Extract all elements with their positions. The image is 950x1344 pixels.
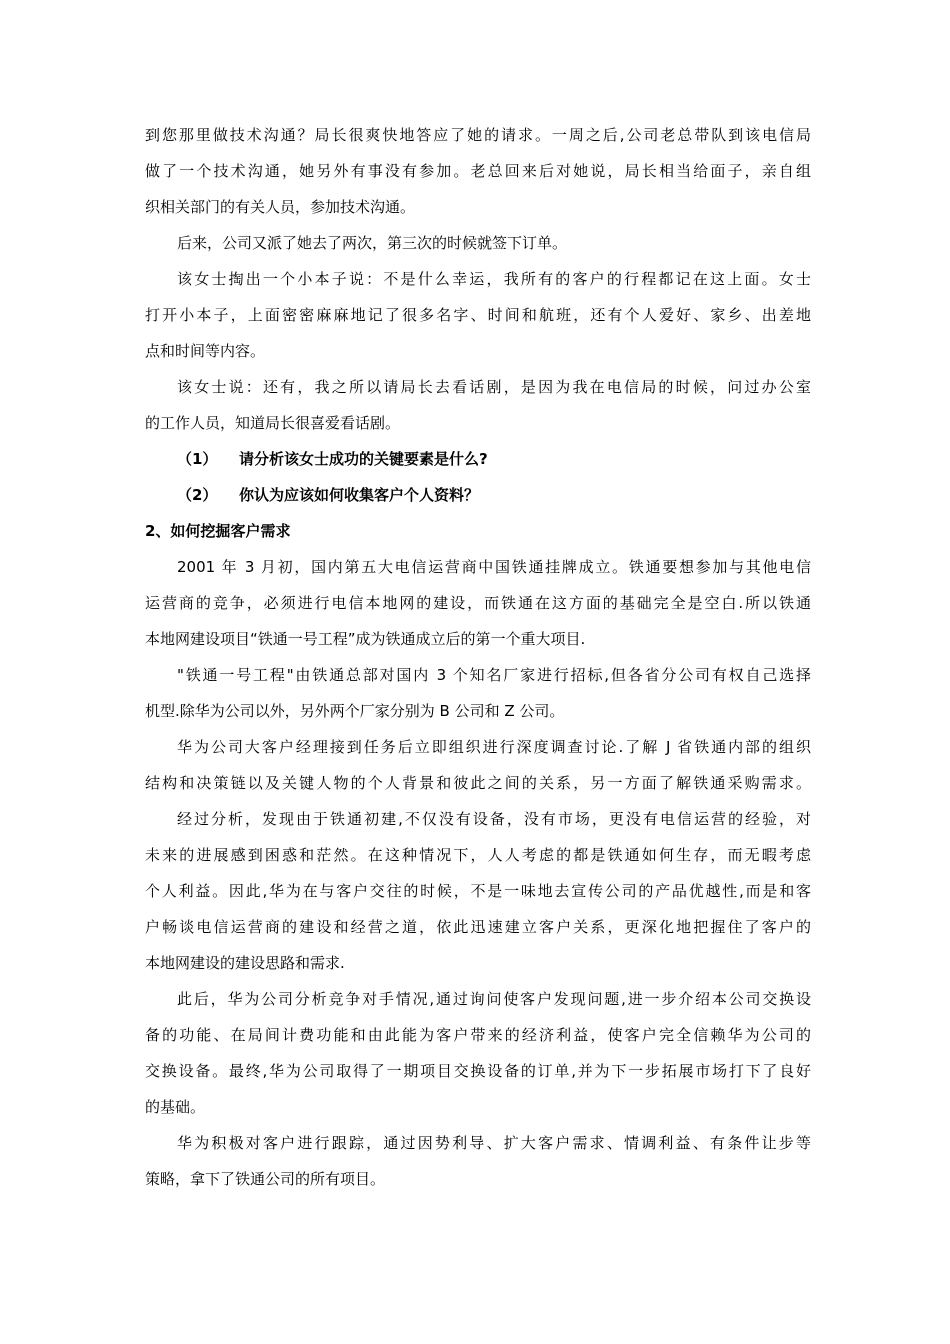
text-line: 后来，公司又派了她去了两次，第三次的时候就签下订单。 <box>177 234 568 252</box>
text-line: 备的功能、在局间计费功能和由此能为客户带来的经济利益，使客户完全信赖华为公司的 <box>145 1026 811 1044</box>
text-line: 的工作人员，知道局长很喜爱看话剧。 <box>145 414 401 432</box>
question-text: 请分析该女士成功的关键要素是什么? <box>239 450 488 468</box>
text-line: 未来的进展感到困惑和茫然。在这种情况下，人人考虑的都是铁通如何生存，而无暇考虑 <box>145 846 811 864</box>
text-line: "铁通一号工程"由铁通总部对国内 3 个知名厂家进行招标,但各省分公司有权自己选择 <box>177 666 811 684</box>
text-line: 交换设备。最终,华为公司取得了一期项目交换设备的订单,并为下一步拓展市场打下了良好 <box>145 1062 811 1080</box>
text-line: 策略，拿下了铁通公司的所有项目。 <box>145 1170 386 1188</box>
text-line: 本地网建设的建设思路和需求. <box>145 954 345 972</box>
text-line: 做了一个技术沟通，她另外有事没有参加。老总回来后对她说，局长相当给面子，亲自组 <box>145 162 811 180</box>
text-line: 到您那里做技术沟通？局长很爽快地答应了她的请求。一周之后,公司老总带队到该电信局 <box>145 126 811 144</box>
question-item <box>177 449 488 469</box>
text-line: 2001 年 3 月初，国内第五大电信运营商中国铁通挂牌成立。铁通要想参加与其他电信 <box>177 558 811 576</box>
text-line: 个人利益。因此,华为在与客户交往的时候，不是一味地去宣传公司的产品优越性,而是和客 <box>145 882 811 900</box>
question-item <box>177 485 479 505</box>
question-text: 你认为应该如何收集客户个人资料？ <box>239 486 480 504</box>
text-line: 此后，华为公司分析竞争对手情况,通过询问使客户发现问题,进一步介绍本公司交换设 <box>177 990 811 1008</box>
text-line: 打开小本子，上面密密麻麻地记了很多名字、时间和航班，还有个人爱好、家乡、出差地 <box>145 306 811 324</box>
text-line: 经过分析，发现由于铁通初建,不仅没有设备，没有市场，更没有电信运营的经验，对 <box>177 810 811 828</box>
text-line: 该女士掏出一个小本子说：不是什么幸运，我所有的客户的行程都记在这上面。女士 <box>177 270 811 288</box>
section-heading: 2、如何挖掘客户需求 <box>145 522 291 540</box>
text-line: 织相关部门的有关人员，参加技术沟通。 <box>145 198 416 216</box>
text-line: 的基础。 <box>145 1098 206 1116</box>
question-number: （2） <box>177 486 218 504</box>
question-number: （1） <box>177 450 218 468</box>
text-line: 点和时间等内容。 <box>145 342 266 360</box>
text-line: 户畅谈电信运营商的建设和经营之道，依此迅速建立客户关系，更深化地把握住了客户的 <box>145 918 811 936</box>
text-line: 结构和决策链以及关键人物的个人背景和彼此之间的关系，另一方面了解铁通采购需求。 <box>145 774 811 792</box>
text-line: 华为积极对客户进行跟踪，通过因势利导、扩大客户需求、情调利益、有条件让步等 <box>177 1134 811 1152</box>
text-line: 机型.除华为公司以外，另外两个厂家分别为 B 公司和 Z 公司。 <box>145 702 565 720</box>
text-line: 运营商的竞争，必须进行电信本地网的建设，而铁通在这方面的基础完全是空白.所以铁通 <box>145 594 811 612</box>
text-line: 华为公司大客户经理接到任务后立即组织进行深度调查讨论.了解 J 省铁通内部的组织 <box>177 738 811 756</box>
text-line: 该女士说：还有，我之所以请局长去看话剧，是因为我在电信局的时候，问过办公室 <box>177 378 811 396</box>
text-line: 本地网建设项目“铁通一号工程”成为铁通成立后的第一个重大项目. <box>145 630 586 648</box>
